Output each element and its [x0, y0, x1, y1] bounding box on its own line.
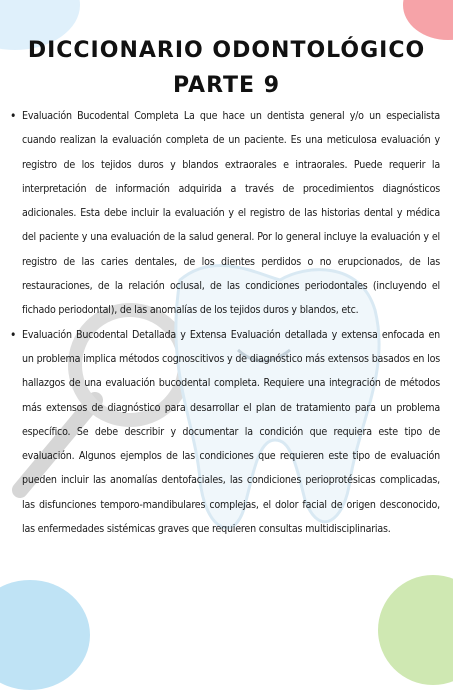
definition-text: Evaluación Bucodental Detallada y Extensa Evaluación detallada y extensa enfocada en un problema implica métodos cognoscitivos y de diagnóstico más extensos basados en los hallazgos de una evaluación bucodental completa. Requiere una integración de métodos más extensos de diagnóstico para desarrollar el plan de tratamiento para un problema específico. Se debe describir y documentar la condición que requiera este tipo de evaluación. Algunos ejemplos de las condiciones que requieren este tipo de evaluación pueden incluir las anomalías dentofaciales, las condiciones perioprotésicas complicadas, las disfunciones temporo-mandibulares complejas, el dolor facial de origen desconocido, las enfermedades sistémicas graves que requieren consultas multidisciplinarias. [22, 328, 440, 536]
corner-decoration-bottom-left [0, 580, 90, 690]
corner-decoration-bottom-right [378, 575, 453, 685]
definition-item [10, 104, 440, 323]
definition-item [10, 323, 440, 542]
title-line-1: DICCIONARIO ODONTOLÓGICO [27, 38, 426, 63]
definition-text: Evaluación Bucodental Completa La que hace un dentista general y/o un especialista cuando realizan la evaluación completa de un paciente. Es una meticulosa evaluación y registro de los tejidos duros y blandos extraorales e intraorales. Puede requerir la interpretación de información adquirida a través de procedimientos diagnósticos adicionales. Esta debe incluir la evaluación y el registro de las historias dental y médica del paciente y una evaluación de la salud general. Por lo general incluye la evaluación y el registro de las caries dentales, de los dientes perdidos o no erupcionados, de las restauraciones, de la relación oclusal, de las condiciones periodontales (incluyendo el fichado periodontal), de las anomalías de los tejidos duros y blandos, etc. [22, 110, 440, 317]
bullet-icon: • [10, 327, 17, 342]
title-line-2: PARTE 9 [172, 73, 281, 98]
bullet-icon: • [10, 109, 17, 123]
definition-list [10, 104, 440, 541]
corner-decoration-top-right [403, 0, 453, 40]
page-title [0, 36, 453, 101]
